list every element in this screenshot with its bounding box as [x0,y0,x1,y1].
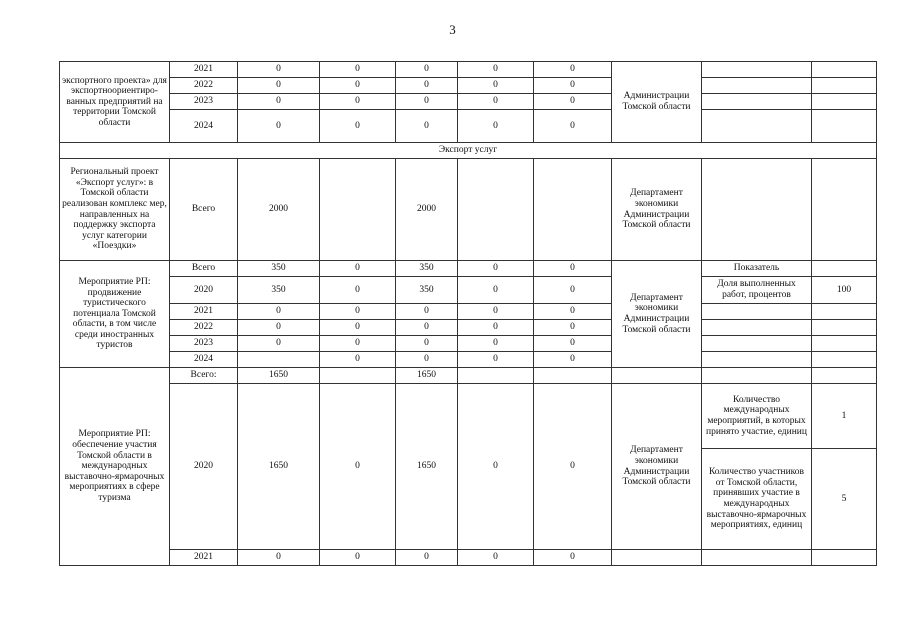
year-cell: 2023 [170,94,238,110]
table-row [60,368,877,384]
value-cell: 1650 [238,384,320,550]
executor-cell: Департамент экономики Администрации Томской области [612,261,702,368]
value-cell: 0 [238,550,320,566]
indicator-cell [702,550,812,566]
indicator-value-cell [812,368,877,384]
value-cell: 1650 [238,368,320,384]
year-cell: Всего: [170,368,238,384]
section-title: Экспорт услуг [60,143,877,159]
value-cell: 0 [238,320,320,336]
value-cell: 0 [458,550,534,566]
indicator-cell: Доля выполненных работ, процентов [702,277,812,304]
year-cell: 2021 [170,304,238,320]
value-cell [534,368,612,384]
activity-name: экспортного проекта» для экспортноориентиро-ванных предприятий на территории Томской области [60,62,170,143]
value-cell: 0 [458,62,534,78]
table-row [60,94,877,110]
indicator-value-cell [812,261,877,277]
page-number: 3 [449,22,456,37]
indicator-cell [702,159,812,261]
value-cell: 0 [238,304,320,320]
value-cell: 0 [458,261,534,277]
year-cell: 2020 [170,384,238,550]
indicator-value-cell [812,320,877,336]
table-row [60,304,877,320]
value-cell: 0 [238,110,320,143]
value-cell: 1650 [396,368,458,384]
value-cell: 350 [396,277,458,304]
year-cell: 2022 [170,320,238,336]
executor-cell [612,368,702,384]
year-cell: 2023 [170,336,238,352]
value-cell: 0 [534,550,612,566]
executor-cell: Администрации Томской области [612,62,702,143]
value-cell: 0 [320,320,396,336]
value-cell: 0 [534,110,612,143]
indicator-cell [702,352,812,368]
program-table [59,61,877,566]
value-cell: 0 [396,62,458,78]
table-row [60,384,877,449]
table-row [60,261,877,277]
value-cell: 0 [320,110,396,143]
indicator-value-cell: 1 [812,384,877,449]
value-cell: 0 [320,62,396,78]
value-cell: 0 [458,277,534,304]
value-cell [458,368,534,384]
indicator-header: Показатель [702,261,812,277]
indicator-cell: Количество международных мероприятий, в которых принято участие, единиц [702,384,812,449]
value-cell: 0 [396,78,458,94]
table-row [60,159,877,261]
indicator-cell [702,368,812,384]
value-cell: 350 [396,261,458,277]
indicator-value-cell: 100 [812,277,877,304]
value-cell: 0 [458,336,534,352]
year-cell: 2022 [170,78,238,94]
value-cell: 0 [458,110,534,143]
executor-cell [612,550,702,566]
project-name: Региональный проект «Экспорт услуг»: в Томской области реализован комплекс мер, направленных на поддержку экспорта услуг категории «Поездки» [60,159,170,261]
year-cell: Всего [170,159,238,261]
value-cell: 0 [534,261,612,277]
value-cell: 0 [458,352,534,368]
indicator-value-cell [812,336,877,352]
indicator-value-cell [812,78,877,94]
section-row [60,143,877,159]
indicator-cell [702,62,812,78]
indicator-cell [702,304,812,320]
value-cell: 0 [534,320,612,336]
year-cell: 2024 [170,352,238,368]
value-cell: 0 [396,352,458,368]
value-cell: 0 [534,384,612,550]
value-cell: 2000 [238,159,320,261]
value-cell: 0 [320,304,396,320]
value-cell: 0 [238,62,320,78]
value-cell: 0 [458,320,534,336]
value-cell: 0 [534,78,612,94]
value-cell: 1650 [396,384,458,550]
value-cell: 0 [458,304,534,320]
value-cell [238,352,320,368]
value-cell [458,159,534,261]
indicator-value-cell [812,159,877,261]
indicator-cell [702,94,812,110]
indicator-value-cell [812,352,877,368]
table-row [60,110,877,143]
table-row [60,277,877,304]
table-row [60,550,877,566]
value-cell: 0 [320,336,396,352]
indicator-cell [702,320,812,336]
value-cell: 0 [320,94,396,110]
value-cell: 0 [320,352,396,368]
value-cell: 0 [238,336,320,352]
value-cell: 0 [534,94,612,110]
indicator-value-cell [812,110,877,143]
indicator-value-cell [812,304,877,320]
value-cell [320,159,396,261]
value-cell: 0 [534,277,612,304]
value-cell: 0 [396,304,458,320]
table-row [60,62,877,78]
indicator-cell [702,110,812,143]
indicator-cell [702,78,812,94]
value-cell: 0 [458,94,534,110]
activity-name: Мероприятие РП: продвижение туристического потенциала Томской области, в том числе среди иностранных туристов [60,261,170,368]
value-cell: 0 [320,78,396,94]
value-cell: 350 [238,277,320,304]
indicator-cell: Количество участников от Томской области, принявших участие в международных выставочно-ярмарочных мероприятиях, единиц [702,449,812,550]
indicator-value-cell: 5 [812,449,877,550]
year-cell: 2024 [170,110,238,143]
value-cell: 2000 [396,159,458,261]
indicator-value-cell [812,550,877,566]
activity-name: Мероприятие РП: обеспечение участия Томской области в международных выставочно-ярмарочных мероприятиях в сфере туризма [60,368,170,566]
value-cell [320,368,396,384]
value-cell: 0 [320,550,396,566]
value-cell: 0 [396,550,458,566]
value-cell: 0 [238,78,320,94]
value-cell: 350 [238,261,320,277]
table-row [60,78,877,94]
value-cell: 0 [320,277,396,304]
value-cell: 0 [396,320,458,336]
value-cell: 0 [320,384,396,550]
value-cell: 0 [396,94,458,110]
indicator-value-cell [812,62,877,78]
value-cell: 0 [534,336,612,352]
executor-cell: Департамент экономики Администрации Томской области [612,159,702,261]
year-cell: 2021 [170,550,238,566]
value-cell [534,159,612,261]
value-cell: 0 [320,261,396,277]
value-cell: 0 [534,304,612,320]
indicator-value-cell [812,94,877,110]
year-cell: Всего [170,261,238,277]
value-cell: 0 [458,78,534,94]
value-cell: 0 [396,110,458,143]
year-cell: 2021 [170,62,238,78]
table-row [60,352,877,368]
indicator-cell [702,336,812,352]
executor-cell: Департамент экономики Администрации Томской области [612,384,702,550]
table-row [60,320,877,336]
value-cell: 0 [534,62,612,78]
year-cell: 2020 [170,277,238,304]
table-row [60,336,877,352]
value-cell: 0 [396,336,458,352]
value-cell: 0 [238,94,320,110]
value-cell: 0 [534,352,612,368]
value-cell: 0 [458,384,534,550]
